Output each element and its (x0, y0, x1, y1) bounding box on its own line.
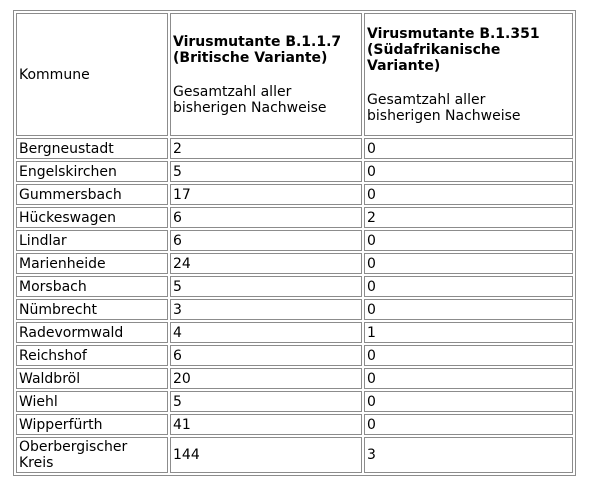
cell-b1351-count: 0 (364, 184, 573, 205)
table-row (16, 276, 573, 297)
cell-kommune: Engelskirchen (16, 161, 168, 182)
variant-b117-sub-line1: Gesamtzahl aller (173, 83, 292, 100)
cell-b117-count: 41 (170, 414, 362, 435)
cell-b117-count: 24 (170, 253, 362, 274)
table-row (16, 161, 573, 182)
cell-b1351-count: 2 (364, 207, 573, 228)
cell-kommune: Reichshof (16, 345, 168, 366)
cell-b1351-count: 0 (364, 230, 573, 251)
total-kommune (16, 437, 168, 473)
cell-kommune: Waldbröl (16, 368, 168, 389)
cell-b1351-count: 0 (364, 161, 573, 182)
variant-b1351-title-line1: Virusmutante B.1.351 (367, 25, 540, 42)
cell-b1351-count: 0 (364, 414, 573, 435)
cell-b1351-count: 0 (364, 138, 573, 159)
header-variant-b1351 (364, 13, 573, 136)
cell-b1351-count: 0 (364, 299, 573, 320)
cell-b1351-count: 0 (364, 391, 573, 412)
cell-kommune: Nümbrecht (16, 299, 168, 320)
cell-kommune: Morsbach (16, 276, 168, 297)
cell-b1351-count: 1 (364, 322, 573, 343)
cell-b117-count: 5 (170, 391, 362, 412)
total-label-line1: Oberbergischer (19, 439, 128, 455)
virus-variants-table (13, 10, 576, 476)
table-row (16, 368, 573, 389)
header-variant-b117 (170, 13, 362, 136)
variant-b1351-sub-line1: Gesamtzahl aller (367, 91, 486, 108)
table-row (16, 299, 573, 320)
cell-kommune: Gummersbach (16, 184, 168, 205)
cell-b117-count: 6 (170, 207, 362, 228)
cell-kommune: Radevormwald (16, 322, 168, 343)
variant-b1351-title-line3: Variante) (367, 57, 441, 74)
cell-b117-count: 17 (170, 184, 362, 205)
variant-b1351-sub-line2: bisherigen Nachweise (367, 107, 521, 124)
variant-b117-title-line2: (Britische Variante) (173, 49, 328, 66)
total-row (16, 437, 573, 473)
variant-b117-title-line1: Virusmutante B.1.1.7 (173, 33, 342, 50)
variant-b1351-title-line2: (Südafrikanische (367, 41, 501, 58)
cell-kommune: Wipperfürth (16, 414, 168, 435)
total-b1351-count: 3 (364, 437, 573, 473)
cell-b117-count: 5 (170, 276, 362, 297)
table-row (16, 207, 573, 228)
table-row (16, 414, 573, 435)
table-header-row (16, 13, 573, 136)
table-row (16, 138, 573, 159)
cell-b117-count: 3 (170, 299, 362, 320)
table-row (16, 230, 573, 251)
table-row (16, 184, 573, 205)
cell-b1351-count: 0 (364, 253, 573, 274)
cell-kommune: Hückeswagen (16, 207, 168, 228)
cell-b1351-count: 0 (364, 345, 573, 366)
table-row (16, 391, 573, 412)
cell-b117-count: 6 (170, 345, 362, 366)
cell-b117-count: 20 (170, 368, 362, 389)
cell-b1351-count: 0 (364, 368, 573, 389)
cell-b117-count: 5 (170, 161, 362, 182)
total-label-line2: Kreis (19, 455, 54, 471)
cell-kommune: Lindlar (16, 230, 168, 251)
table-row (16, 253, 573, 274)
table-row (16, 322, 573, 343)
variant-b117-sub-line2: bisherigen Nachweise (173, 99, 327, 116)
cell-b1351-count: 0 (364, 276, 573, 297)
cell-kommune: Bergneustadt (16, 138, 168, 159)
cell-b117-count: 4 (170, 322, 362, 343)
total-b117-count: 144 (170, 437, 362, 473)
cell-kommune: Marienheide (16, 253, 168, 274)
cell-b117-count: 6 (170, 230, 362, 251)
header-kommune: Kommune (16, 13, 168, 136)
cell-b117-count: 2 (170, 138, 362, 159)
cell-kommune: Wiehl (16, 391, 168, 412)
table-row (16, 345, 573, 366)
